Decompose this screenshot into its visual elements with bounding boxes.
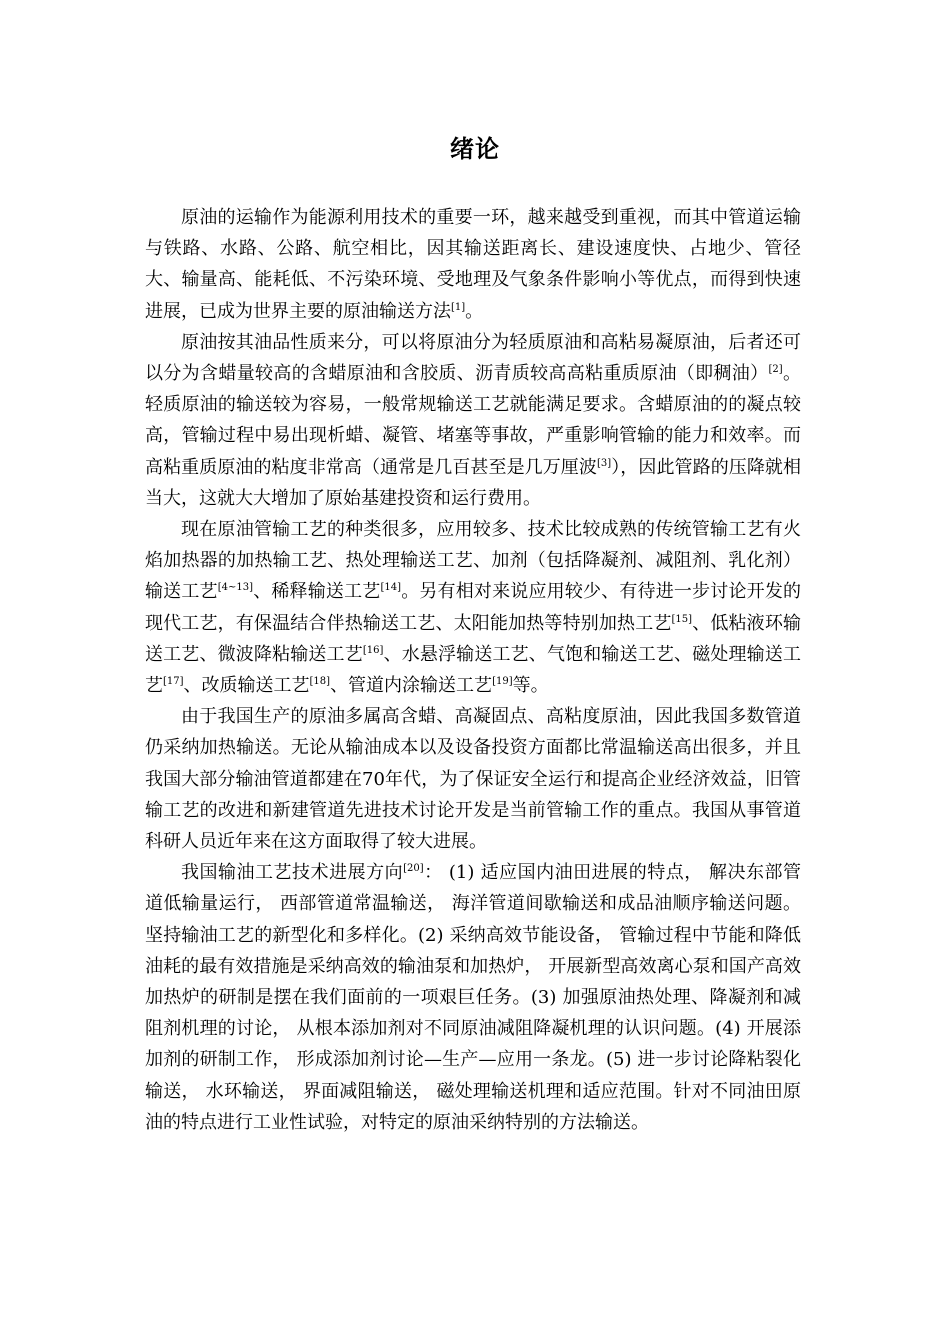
paragraph-4	[145, 701, 801, 857]
paragraph-text: 原油按其油品性质来分，可以将原油分为轻质原油和高粘易凝原油，后者还可以分为含蜡量较高的含蜡原油和含胶质、沥青质较高高粘重质原油（即稠油）	[145, 331, 801, 385]
citation-ref: [1]	[451, 301, 466, 313]
paragraph-text: 现在原油管输工艺的种类很多，应用较多、技术比较成熟的传统管输工艺有火焰加热器的加热输工艺、热处理输送工艺、加剂（包括降凝剂、减阻剂、乳化剂）输送工艺	[145, 519, 801, 603]
paragraph-2	[145, 327, 801, 514]
paragraph-text: 我国输油工艺技术进展方向	[181, 862, 404, 884]
paragraph-text: 、低粘液环输送工艺、微波降粘输送工艺	[145, 612, 801, 665]
page-title: 绪论	[450, 134, 500, 163]
citation-ref: [2]	[768, 364, 783, 376]
paragraph-text: 、水悬浮输送工艺、气饱和输送工艺、磁处理输送工艺	[145, 643, 801, 697]
citation-ref: [4~13]	[217, 582, 254, 594]
citation-ref: [16]	[362, 644, 384, 656]
paragraph-text: ），因此管路的压降就相当大，这就大大增加了原始基建投资和运行费用。	[145, 456, 802, 509]
paragraph-text: 、改质输送工艺	[183, 675, 310, 697]
paragraph-3	[145, 514, 801, 701]
citation-ref: [14]	[380, 582, 402, 594]
citation-ref: [18]	[309, 676, 331, 688]
paragraph-text: 。另有相对来说应用较少、有待进一步讨论开发的现代工艺，有保温结合伴热输送工艺、太阳能加热等特别加热工艺	[145, 581, 802, 634]
citation-ref: [19]	[492, 676, 513, 688]
paragraph-text: ： (1) 适应国内油田进展的特点， 解决东部管道低输量运行， 西部管道常温输送， 海洋管道间歇输送和成品油顺序输送问题。坚持输油工艺的新型化和多样化。(2) 采纳高效节能设备， 管输过程中节能和降低油耗的最有效措施是采纳高效的输油泵和加热炉， 开展新型高效离心泵和国产高效加热炉的研制是摆在我们面前的一项艰巨任务。(3) 加强原油热处理、降凝剂和减阻剂机理的讨论， 从根本添加剂对不同原油减阻降凝机理的认识问题。(4) 开展添加剂的研制工作， 形成添加剂讨论—生产—应用一条龙。(5) 进一步讨论降粘裂化输送， 水环输送， 界面减阻输送， 磁处理输送机理和适应范围。针对不同油田原油的特点进行工业性试验，对特定的原油采纳特别的方法输送。	[145, 862, 801, 1133]
citation-ref: [17]	[163, 676, 184, 688]
citation-ref: [20]	[403, 863, 424, 875]
paragraph-5	[145, 857, 801, 1138]
paragraph-text: 。	[465, 300, 484, 322]
citation-ref: [15]	[671, 613, 693, 625]
paragraph-text: 原油的运输作为能源利用技术的重要一环，越来越受到重视，而其中管道运输与铁路、水路、公路、航空相比，因其输送距离长、建设速度快、占地少、管径大、输量高、能耗低、不污染环境、受地理及气象条件影响小等优点，而得到快速进展，已成为世界主要的原油输送方法	[145, 207, 801, 322]
paragraph-text: 、管道内涂输送工艺	[330, 675, 493, 697]
paragraph-text: 等。	[512, 675, 549, 697]
paragraph-text: 、稀释输送工艺	[253, 581, 381, 603]
citation-ref: [3]	[596, 457, 612, 469]
body-text	[145, 202, 801, 1138]
paragraph-1	[145, 202, 801, 327]
paragraph-text: 由于我国生产的原油多属高含蜡、高凝固点、高粘度原油，因此我国多数管道仍采纳加热输送。无论从输油成本以及设备投资方面都比常温输送高出很多，并且我国大部分输油管道都建在70年代，为了保证安全运行和提高企业经济效益，旧管输工艺的改进和新建管道先进技术讨论开发是当前管输工作的重点。我国从事管道科研人员近年来在这方面取得了较大进展。	[145, 706, 801, 853]
paragraph-text: 。轻质原油的输送较为容易，一般常规输送工艺就能满足要求。含蜡原油的的凝点较高，管输过程中易出现析蜡、凝管、堵塞等事故，严重影响管输的能力和效率。而高粘重质原油的粘度非常高（通常是几百甚至是几万厘波	[145, 363, 802, 478]
